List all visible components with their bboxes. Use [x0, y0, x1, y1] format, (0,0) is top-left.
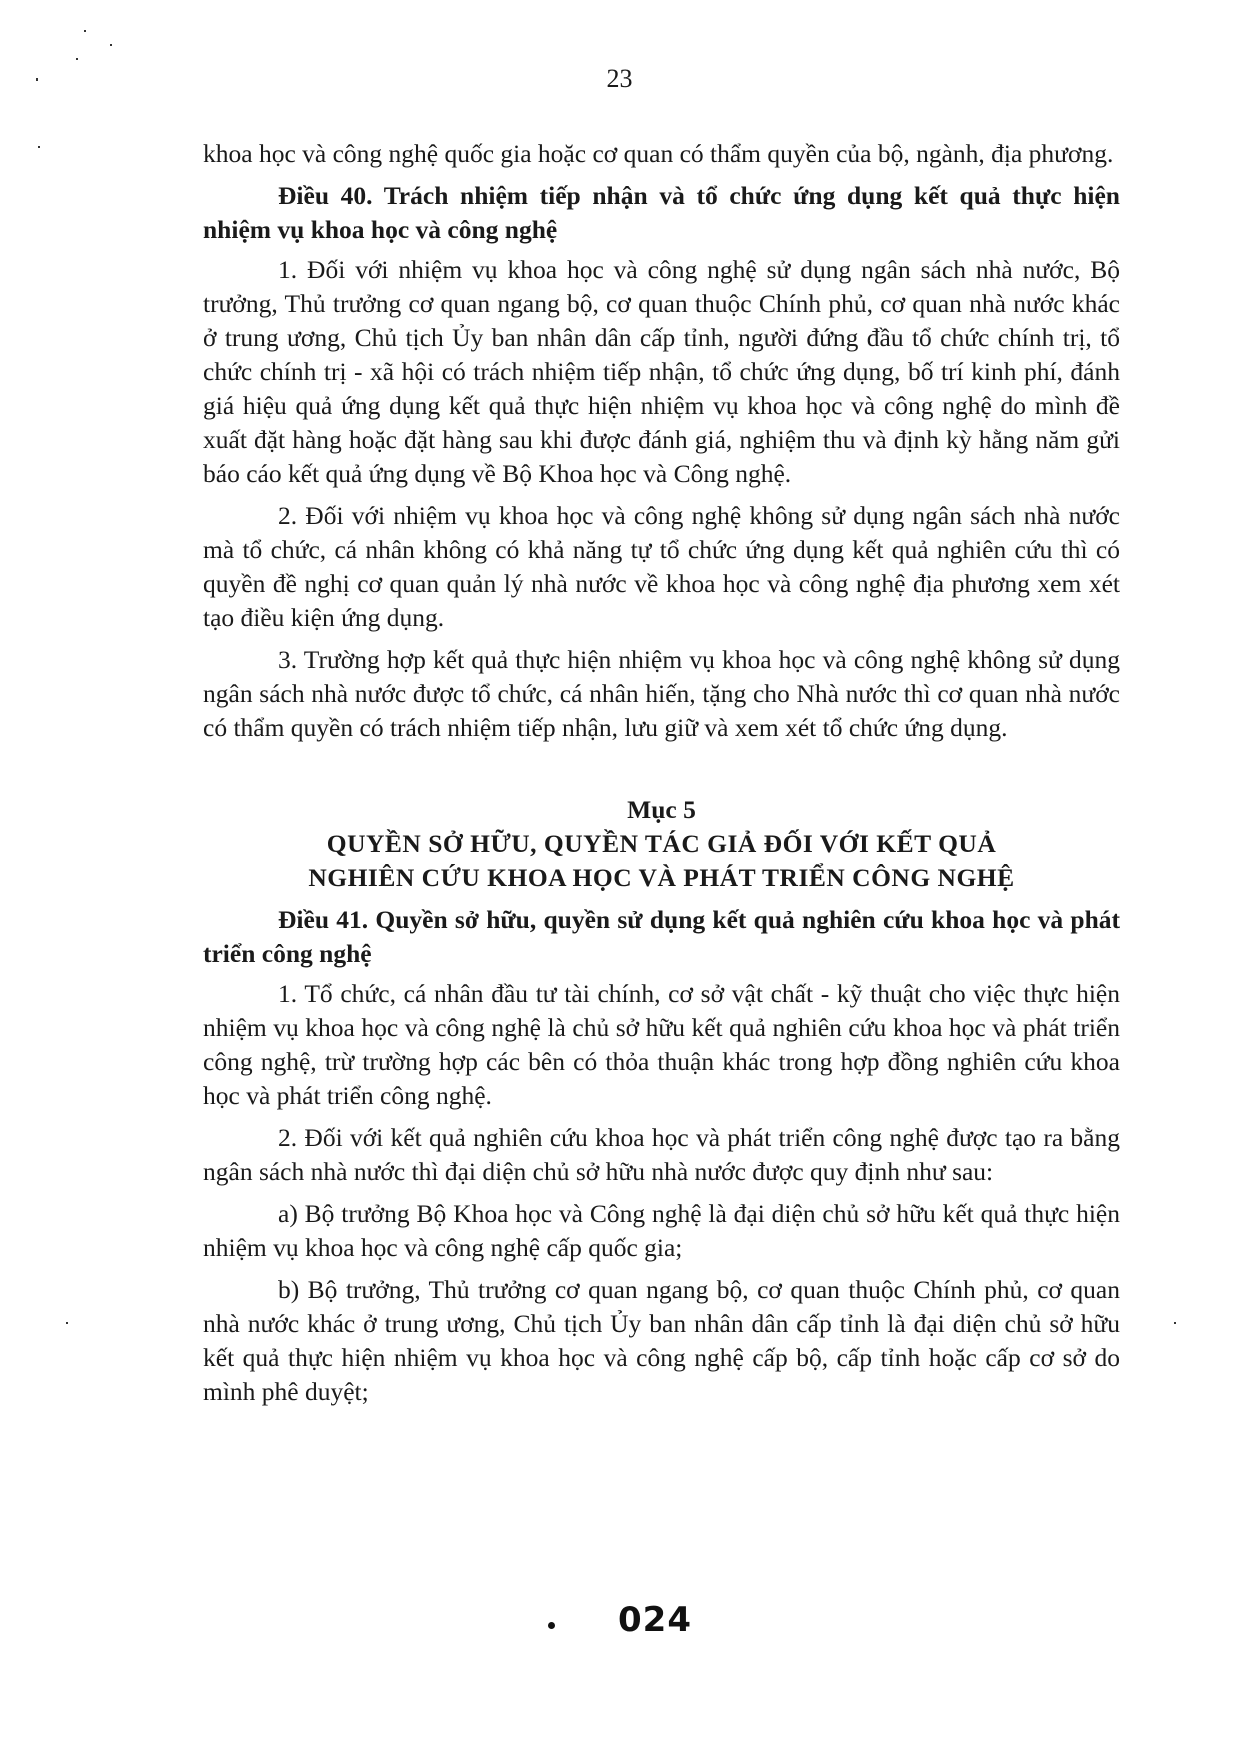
- article-40-clause-2: 2. Đối với nhiệm vụ khoa học và công nghệ không sử dụng ngân sách nhà nước mà tổ chức, cá nhân không có khả năng tự tổ chức ứng dụng kết quả nghiên cứu thì có quyền đề nghị cơ quan quản lý nhà nước về khoa học và công nghệ địa phương xem xét tạo điều kiện ứng dụng.: [203, 501, 1120, 632]
- article-41-clause-2: 2. Đối với kết quả nghiên cứu khoa học và phát triển công nghệ được tạo ra bằng ngân sách nhà nước thì đại diện chủ sở hữu nhà nước được quy định như sau:: [203, 1123, 1120, 1186]
- document-body: [203, 137, 1120, 1417]
- section-title-line-1: QUYỀN SỞ HỮU, QUYỀN TÁC GIẢ ĐỐI VỚI KẾT QUẢ: [326, 829, 997, 858]
- page-number: 23: [606, 64, 633, 93]
- stamp-dot: [548, 1622, 555, 1629]
- page-stamp: 024: [618, 1600, 692, 1640]
- article-40-title: Điều 40. Trách nhiệm tiếp nhận và tổ chức ứng dụng kết quả thực hiện nhiệm vụ khoa học và công nghệ: [203, 181, 1120, 244]
- article-41-clause-2b: b) Bộ trưởng, Thủ trưởng cơ quan ngang bộ, cơ quan thuộc Chính phủ, cơ quan nhà nước khác ở trung ương, Chủ tịch Ủy ban nhân dân cấp tỉnh là đại diện chủ sở hữu kết quả thực hiện nhiệm vụ khoa học và công nghệ cấp bộ, cấp tỉnh hoặc cấp cơ sở do mình phê duyệt;: [203, 1275, 1120, 1406]
- section-header: [203, 793, 1120, 895]
- scan-speck: [36, 78, 38, 81]
- section-title-line-2: NGHIÊN CỨU KHOA HỌC VÀ PHÁT TRIỂN CÔNG NGHỆ: [308, 863, 1015, 892]
- scan-speck: [76, 58, 78, 60]
- article-41-clause-2a: a) Bộ trưởng Bộ Khoa học và Công nghệ là đại diện chủ sở hữu kết quả thực hiện nhiệm vụ khoa học và công nghệ cấp quốc gia;: [203, 1199, 1120, 1262]
- article-40-clause-3: 3. Trường hợp kết quả thực hiện nhiệm vụ khoa học và công nghệ không sử dụng ngân sách nhà nước được tổ chức, cá nhân hiến, tặng cho Nhà nước thì cơ quan nhà nước có thẩm quyền có trách nhiệm tiếp nhận, lưu giữ và xem xét tổ chức ứng dụng.: [203, 645, 1120, 742]
- article-41-clause-1: 1. Tổ chức, cá nhân đầu tư tài chính, cơ sở vật chất - kỹ thuật cho việc thực hiện nhiệm vụ khoa học và công nghệ là chủ sở hữu kết quả nghiên cứu khoa học và phát triển công nghệ, trừ trường hợp các bên có thỏa thuận khác trong hợp đồng nghiên cứu khoa học và phát triển công nghệ.: [203, 979, 1120, 1110]
- section-heading: Mục 5: [627, 795, 696, 824]
- scan-speck: [84, 30, 86, 32]
- scan-speck: [66, 1322, 68, 1324]
- scan-speck: [1174, 1322, 1176, 1324]
- scan-speck: [110, 44, 112, 46]
- intro-paragraph: khoa học và công nghệ quốc gia hoặc cơ quan có thẩm quyền của bộ, ngành, địa phương.: [203, 139, 1114, 168]
- article-40-clause-1: 1. Đối với nhiệm vụ khoa học và công nghệ sử dụng ngân sách nhà nước, Bộ trưởng, Thủ trưởng cơ quan ngang bộ, cơ quan thuộc Chính phủ, cơ quan nhà nước khác ở trung ương, Chủ tịch Ủy ban nhân dân cấp tỉnh, người đứng đầu tổ chức chính trị, tổ chức chính trị - xã hội có trách nhiệm tiếp nhận, tổ chức ứng dụng, bố trí kinh phí, đánh giá hiệu quả ứng dụng kết quả thực hiện nhiệm vụ khoa học và công nghệ do mình đề xuất đặt hàng hoặc đặt hàng sau khi được đánh giá, nghiệm thu và định kỳ hằng năm gửi báo cáo kết quả ứng dụng về Bộ Khoa học và Công nghệ.: [203, 255, 1120, 488]
- scan-speck: [38, 146, 40, 148]
- article-41-title: Điều 41. Quyền sở hữu, quyền sử dụng kết quả nghiên cứu khoa học và phát triển công nghệ: [203, 905, 1120, 968]
